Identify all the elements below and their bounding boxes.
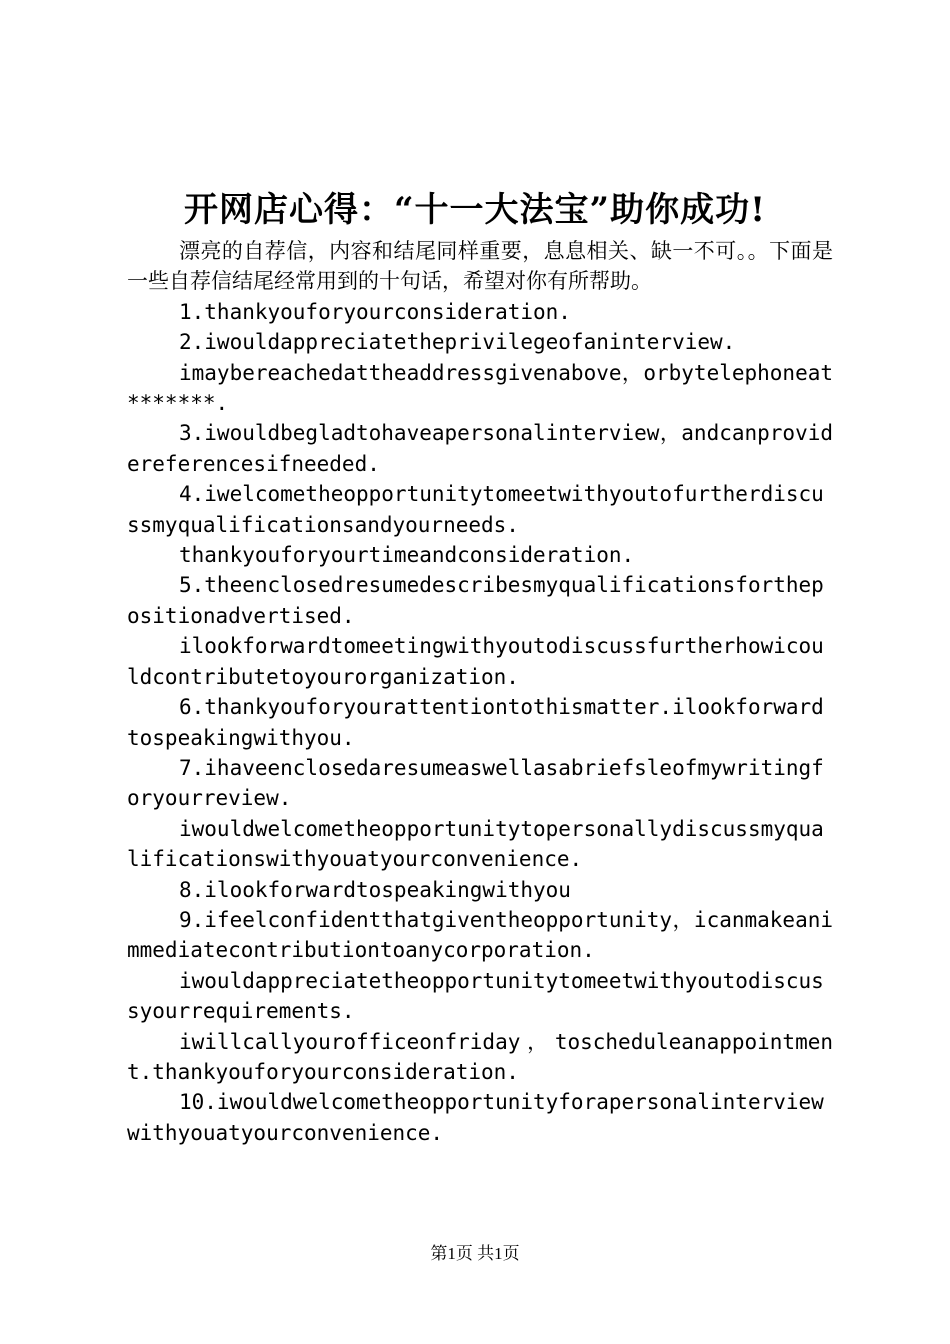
paragraph-5: 5.theenclosedresumedescribesmyqualificationsforthepositionadvertised. bbox=[127, 573, 824, 628]
paragraph-9-continued: iwouldappreciatetheopportunitytomeetwithyoutodiscussyourrequirements. bbox=[127, 968, 824, 1024]
paragraph-9: 9.ifeelconfidentthatgiventheopportunity，icanmakeanimmediatecontributiontoanycorporation. bbox=[127, 907, 833, 963]
paragraph-10: 10.iwouldwelcometheopportunityforapersonalinterviewwithyouatyourconvenience. bbox=[127, 1090, 824, 1145]
paragraph-9-continued-2: iwillcallyourofficeonfriday，toscheduleanappointment.thankyouforyourconsideration. bbox=[127, 1029, 833, 1084]
document-title: 开网店心得：“十一大法宝”助你成功! bbox=[183, 190, 767, 230]
paragraph-7: 7.ihaveenclosedaresumeaswellasabriefsleofmywritingforyourreview. bbox=[127, 755, 824, 811]
paragraph-2: 2.iwouldappreciatetheprivilegeofaninterview. bbox=[179, 330, 736, 355]
paragraph-2-continued: imaybereachedattheaddressgivenabove，orbytelephoneat*******. bbox=[127, 360, 833, 416]
page-footer: 第1页 共1页 bbox=[430, 1244, 520, 1263]
paragraph-3: 3.iwouldbegladtohaveapersonalinterview，andcanprovidereferencesifneeded. bbox=[127, 421, 833, 476]
paragraph-5-continued: ilookforwardtomeetingwithyoutodiscussfurtherhowicouldcontributetoyourorganization. bbox=[127, 634, 824, 689]
paragraph-4: 4.iwelcometheopportunitytomeetwithyoutofurtherdiscussmyqualificationsandyourneeds. bbox=[127, 482, 824, 537]
paragraph-intro: 漂亮的自荐信，内容和结尾同样重要，息息相关、缺一不可。。下面是一些自荐信结尾经常用到的十句话，希望对你有所帮助。 bbox=[127, 239, 833, 294]
paragraph-8: 8.ilookforwardtospeakingwithyou bbox=[179, 877, 571, 902]
paragraph-7-continued: iwouldwelcometheopportunitytopersonallydiscussmyqualificationswithyouatyourconvenience. bbox=[127, 816, 824, 872]
paragraph-6: 6.thankyouforyourattentiontothismatter.ilookforwardtospeakingwithyou. bbox=[127, 695, 824, 750]
paragraph-1: 1.thankyouforyourconsideration. bbox=[179, 299, 571, 324]
document-body bbox=[127, 236, 833, 1148]
paragraph-4-continued: thankyouforyourtimeandconsideration. bbox=[179, 543, 635, 568]
